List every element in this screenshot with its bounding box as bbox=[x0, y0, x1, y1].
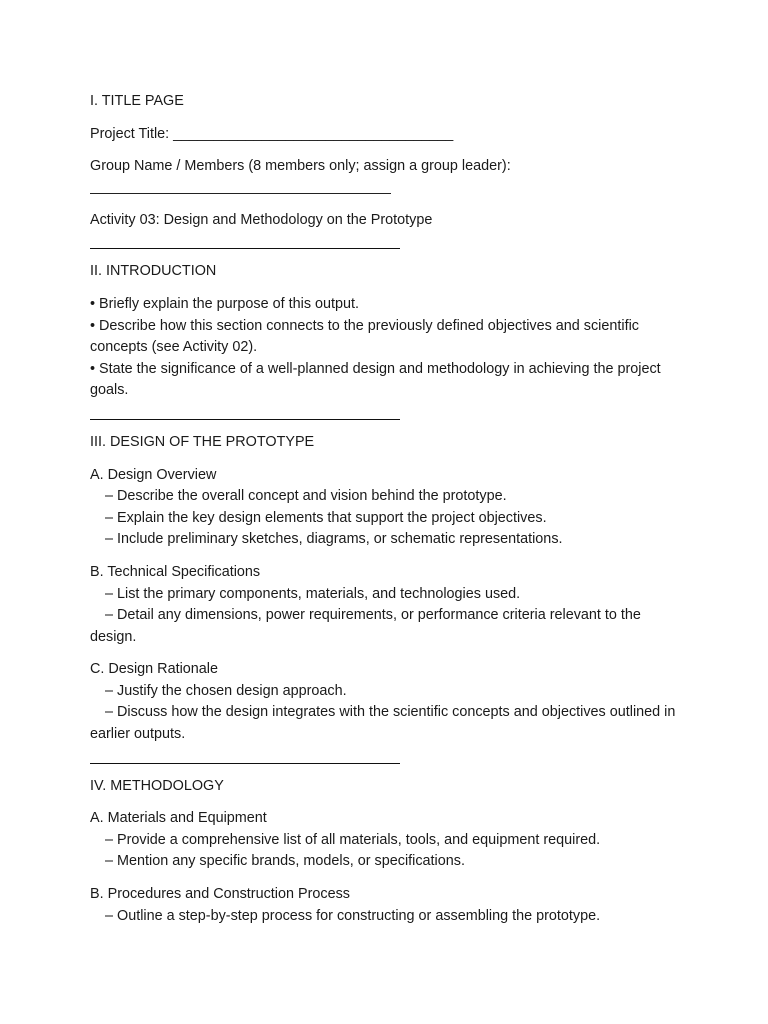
introduction-heading: II. INTRODUCTION bbox=[90, 263, 217, 280]
subsection-item: – Outline a step-by-step process for constructing or assembling the prototype. bbox=[105, 907, 601, 924]
subsection-item: – Include preliminary sketches, diagrams, or schematic representations. bbox=[105, 531, 563, 548]
introduction-bullet: • Briefly explain the purpose of this output. bbox=[90, 295, 360, 312]
subsection-item: – List the primary components, materials, and technologies used. bbox=[105, 585, 521, 602]
subsection-title: C. Design Rationale bbox=[90, 661, 218, 678]
subsection-title: A. Materials and Equipment bbox=[90, 810, 267, 827]
project-title-line: Project Title: ___________________________________ bbox=[90, 125, 454, 142]
title-page-heading: I. TITLE PAGE bbox=[90, 93, 184, 109]
group-name-line: Group Name / Members (8 members only; assign a group leader): bbox=[90, 158, 511, 175]
introduction-bullet-list bbox=[90, 294, 678, 402]
activity-line: Activity 03: Design and Methodology on the Prototype bbox=[90, 211, 433, 228]
subsection-item-text: – Discuss how the design integrates with the scientific concepts and objectives outlined in earlier outputs. bbox=[90, 704, 676, 743]
subsection-item: – Describe the overall concept and vision behind the prototype. bbox=[105, 488, 507, 505]
subsection-item: – Mention any specific brands, models, or specifications. bbox=[105, 853, 465, 870]
subsection-title: B. Procedures and Construction Process bbox=[90, 886, 350, 903]
subsection-item-text: – Detail any dimensions, power requirements, or performance criteria relevant to the design. bbox=[90, 607, 641, 645]
introduction-bullet: • State the significance of a well-planned design and methodology in achieving the project goals. bbox=[90, 360, 661, 399]
introduction-bullet: • Describe how this section connects to the previously defined objectives and scientific concepts (see Activity 02). bbox=[90, 317, 639, 356]
design-heading: III. DESIGN OF THE PROTOTYPE bbox=[90, 433, 315, 450]
subsection-title: A. Design Overview bbox=[90, 466, 217, 483]
subsection-item: – Justify the chosen design approach. bbox=[105, 682, 347, 699]
subsection-title: B. Technical Specifications bbox=[90, 563, 261, 580]
methodology-heading: IV. METHODOLOGY bbox=[90, 777, 224, 794]
subsection-item bbox=[90, 605, 678, 648]
subsection-item bbox=[90, 702, 678, 745]
subsection-item: – Provide a comprehensive list of all materials, tools, and equipment required. bbox=[105, 831, 601, 848]
subsection-item: – Explain the key design elements that support the project objectives. bbox=[105, 509, 547, 526]
